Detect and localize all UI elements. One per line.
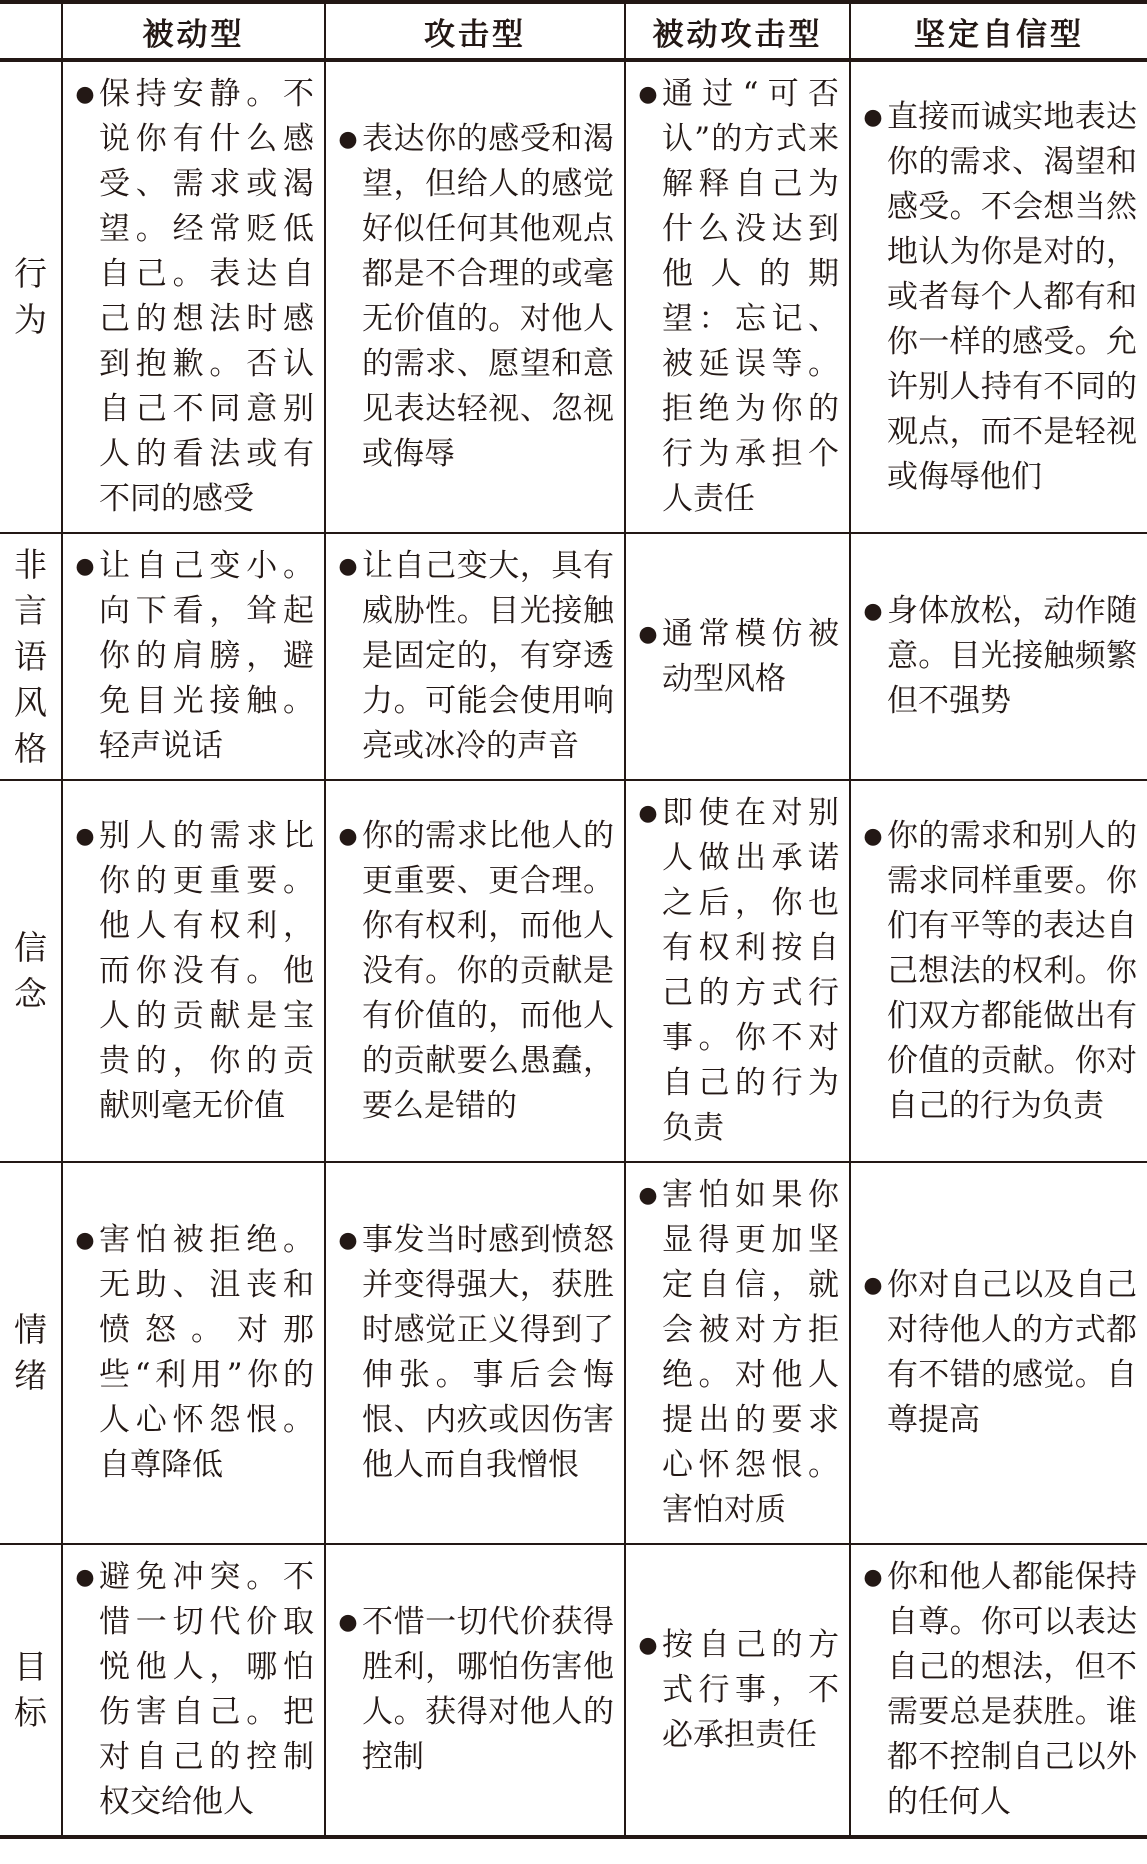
table-cell: ● 你和他人都能保持自尊。你可以表达自己的想法，但不需要总是获胜。谁都不控制自己以外的任何人 [850,1544,1147,1837]
table-cell: ● 事发当时感到愤怒并变得强大，获胜时感觉正义得到了伸张。事后会悔恨、内疚或因伤害他人而自我憎恨 [325,1162,625,1544]
table-cell: ● 身体放松，动作随意。目光接触频繁但不强势 [850,533,1147,780]
table-row [0,533,1147,780]
table-cell: ● 别人的需求比你的更重要。他人有权利，而你没有。他人的贡献是宝贵的，你的贡献则毫无价值 [62,780,325,1162]
bullet-icon: ● [75,823,95,849]
table-cell: ● 通过“可否认”的方式来解释自己为什么没达到他人的期望：忘记、被延误等。拒绝为你的行为承担个人责任 [625,60,850,533]
row-header-goals: 目标 [0,1544,62,1837]
bullet-icon: ● [75,1565,95,1590]
table-cell: ● 让自己变大，具有威胁性。目光接触是固定的，有穿透力。可能会使用响亮或冰冷的声音 [325,533,625,780]
table-row [0,60,1147,533]
row-header-behavior: 行为 [0,60,62,533]
table-cell: ● 保持安静。不说你有什么感受、需求或渴望。经常贬低自己。表达自己的想法时感到抱歉。否认自己不同意别人的看法或有不同的感受 [62,60,325,533]
header-row [0,2,1147,60]
bullet-icon: ● [75,82,95,107]
bullet-icon: ● [338,1228,358,1253]
table-cell: ● 直接而诚实地表达你的需求、渴望和感受。不会想当然地认为你是对的，或者每个人都有和你一样的感受。允许别人持有不同的观点，而不是轻视或侮辱他们 [850,60,1147,533]
table-row [0,780,1147,1162]
table-cell: ● 你的需求比他人的更重要、更合理。你有权利，而他人没有。你的贡献是有价值的，而他人的贡献要么愚蠢，要么是错的 [325,780,625,1162]
bullet-icon: ● [638,801,658,826]
column-header-assertive: 坚定自信型 [850,2,1147,60]
bullet-icon: ● [638,1183,658,1208]
bullet-icon: ● [863,1565,883,1590]
table-cell: ● 避免冲突。不惜一切代价取悦他人，哪怕伤害自己。把对自己的控制权交给他人 [62,1544,325,1837]
column-header-aggressive: 攻击型 [325,2,625,60]
bullet-icon: ● [75,1228,95,1253]
table-cell: ● 害怕被拒绝。无助、沮丧和愤怒。对那些“利用”你的人心怀怨恨。自尊降低 [62,1162,325,1544]
column-header-passive-aggressive: 被动攻击型 [625,2,850,60]
table-cell: ● 通常模仿被动型风格 [625,533,850,780]
table-cell: ● 表达你的感受和渴望，但给人的感觉好似任何其他观点都是不合理的或毫无价值的。对他人的需求、愿望和意见表达轻视、忽视或侮辱 [325,60,625,533]
table-row [0,1544,1147,1837]
row-header-beliefs: 信念 [0,780,62,1162]
row-header-nonverbal-style: 非言语风格 [0,533,62,780]
bullet-icon: ● [338,1610,358,1635]
table-cell: ● 你对自己以及自己对待他人的方式都有不错的感觉。自尊提高 [850,1162,1147,1544]
bullet-icon: ● [338,127,358,152]
table-row [0,1162,1147,1544]
bullet-icon: ● [638,621,658,647]
bullet-icon: ● [338,823,358,849]
table-cell: ● 害怕如果你显得更加坚定自信，就会被对方拒绝。对他人提出的要求心怀怨恨。害怕对质 [625,1162,850,1544]
table-cell: ● 你的需求和别人的需求同样重要。你们有平等的表达自己想法的权利。你们双方都能做出有价值的贡献。你对自己的行为负责 [850,780,1147,1162]
row-header-emotions: 情绪 [0,1162,62,1544]
table-cell: ● 按自己的方式行事，不必承担责任 [625,1544,850,1837]
bullet-icon: ● [863,599,883,624]
column-header-passive: 被动型 [62,2,325,60]
table-cell: ● 让自己变小。向下看，耸起你的肩膀，避免目光接触。轻声说话 [62,533,325,780]
bullet-icon: ● [638,82,658,107]
bullet-icon: ● [338,554,358,579]
table-cell: ● 不惜一切代价获得胜利，哪怕伤害他人。获得对他人的控制 [325,1544,625,1837]
bullet-icon: ● [638,1632,658,1658]
bullet-icon: ● [863,1273,883,1298]
table-cell: ● 即使在对别人做出承诺之后，你也有权利按自己的方式行事。你不对自己的行为负责 [625,780,850,1162]
bullet-icon: ● [863,104,883,130]
corner-cell [0,2,62,60]
bullet-icon: ● [75,554,95,579]
bullet-icon: ● [863,823,883,849]
